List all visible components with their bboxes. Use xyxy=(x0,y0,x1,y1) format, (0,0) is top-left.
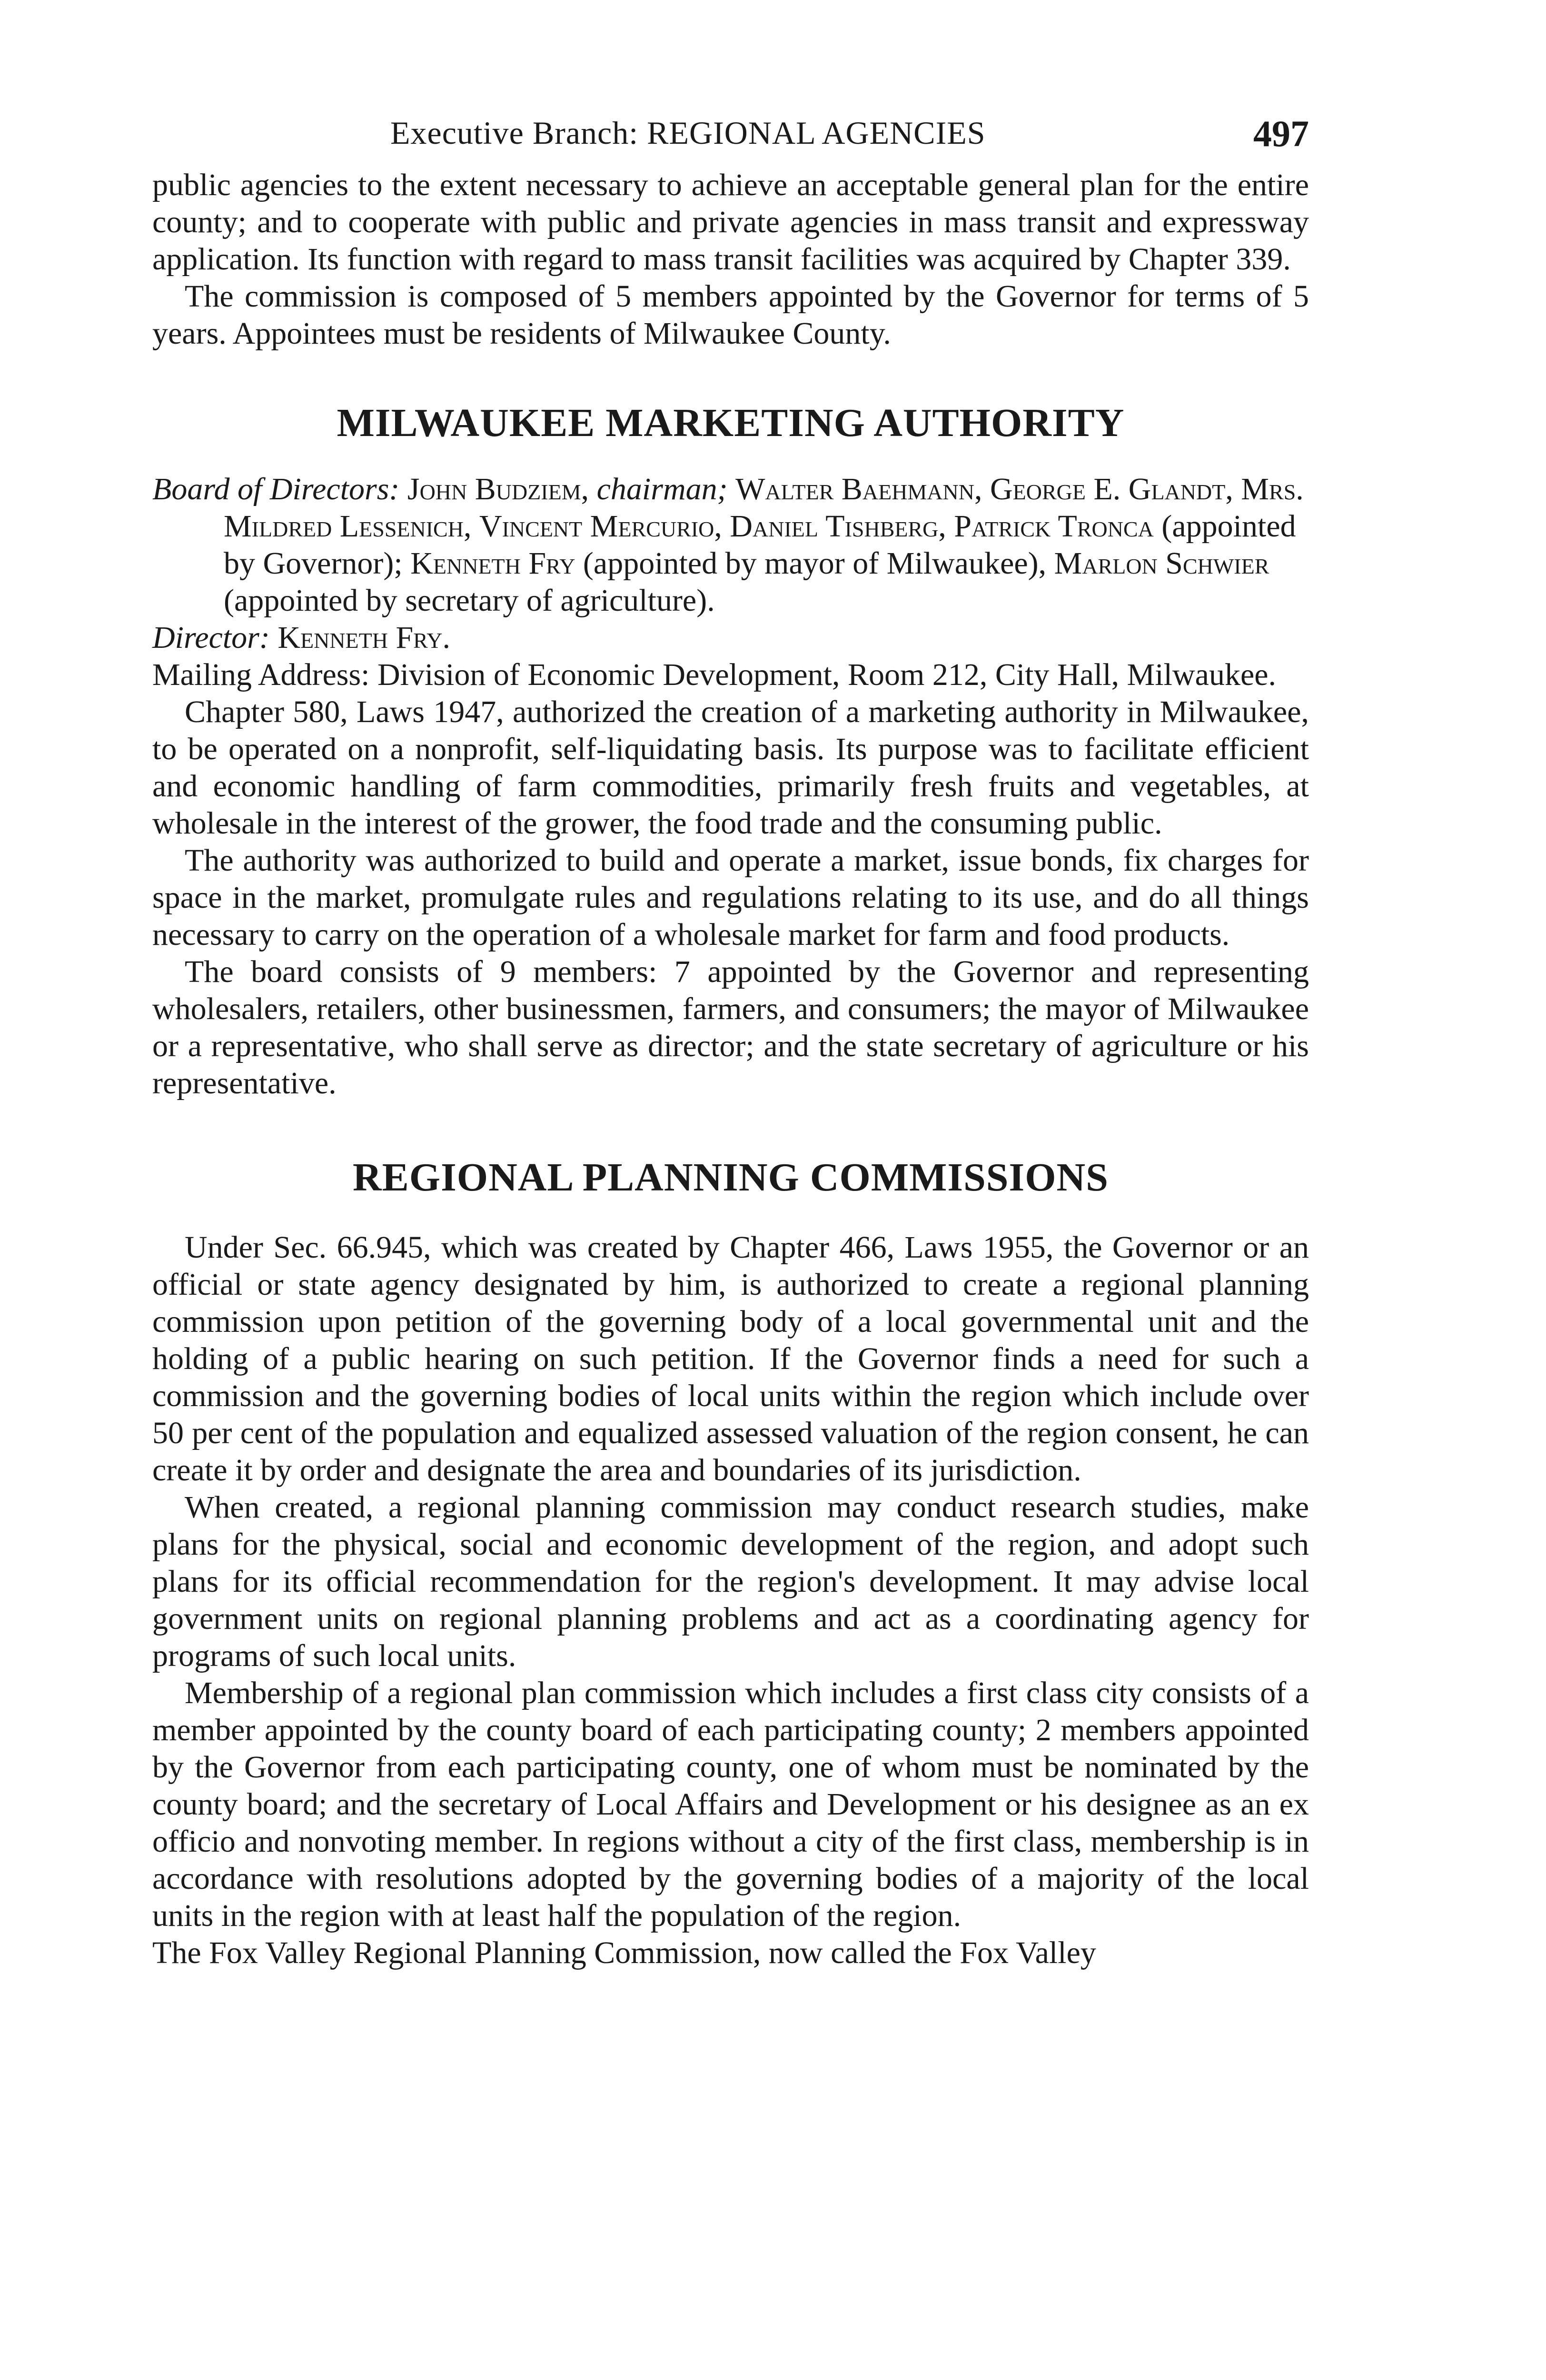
chairman-role: chairman; xyxy=(596,472,728,506)
board-label: Board of Directors: xyxy=(152,472,400,506)
board-member-name: Mrs. Mildred Lessenich xyxy=(224,472,1304,544)
body-paragraph: The Fox Valley Regional Planning Commission, now called the Fox Valley xyxy=(152,1935,1096,1970)
separator: , xyxy=(581,472,597,506)
body-paragraph: Membership of a regional plan commission which includes a first class city consists of a member appointed by the county board of each participating county; 2 members appointed by the Governor from each participating county, one of whom must be nominated by the county board; and the secretary of Local Affairs and Development or his designee as an ex officio and nonvoting member. In regions without a city of the first class, membership is in accordance with resolutions adopted by the governing bodies of a majority of the local units in the region with at least half the population of the region. xyxy=(152,1676,1309,1933)
body-paragraph: When created, a regional planning commission may conduct research studies, make plans for the physical, social and economic development of the region, and adopt such plans for its official recommendation for the region's development. It may advise local government units on regional planning problems and act as a coordinating agency for programs of such local units. xyxy=(152,1490,1309,1673)
body-paragraph: Under Sec. 66.945, which was created by Chapter 466, Laws 1955, the Governor or an official or state agency designated by him, is authorized to create a regional planning commission upon petition of the governing body of a local governmental unit and the holding of a public hearing on such petition. If the Governor finds a need for such a commission and the governing bodies of local units within the region which include over 50 per cent of the population and equalized assessed valuation of the region consent, he can create it by order and designate the area and boundaries of its jurisdiction. xyxy=(152,1230,1309,1488)
appointment-note: (appointed by secretary of agriculture). xyxy=(224,583,715,618)
director-label: Director: xyxy=(152,620,270,655)
body-paragraph: The board consists of 9 members: 7 appointed by the Governor and representing wholesalers, retailers, other businessmen, farmers, and consumers; the mayor of Milwaukee or a representative, who shall serve as director; and the state secretary of agriculture or his representative. xyxy=(152,954,1309,1101)
appointment-note: (appointed by Governor); xyxy=(224,509,1296,581)
running-head xyxy=(152,114,1309,167)
mailing-address: Mailing Address: Division of Economic Development, Room 212, City Hall, Milwaukee. xyxy=(152,657,1277,692)
section-heading-regional-planning-commissions: REGIONAL PLANNING COMMISSIONS xyxy=(353,1155,1109,1200)
board-member-name: Marlon Schwier xyxy=(1054,546,1269,581)
board-of-directors: Board of Directors: John Budziem, chairman; Walter Baehmann, George E. Glandt, Mrs. Mildred Lessenich, Vincent Mercurio, Daniel Tishberg, Patrick Tronca (appointed by Governor); Kenneth Fry (appointed by mayor of Milwaukee), Marlon Schwier (appointed by secretary of agriculture). xyxy=(152,472,1304,618)
board-member-name: Patrick Tronca xyxy=(954,509,1154,544)
board-member-name: Walter Baehmann xyxy=(735,472,974,506)
intro-paragraph: public agencies to the extent necessary to achieve an acceptable general plan for the entire county; and to cooperate with public and private agencies in mass transit and expressway application. Its function with regard to mass transit facilities was acquired by Chapter 339. xyxy=(152,168,1309,277)
page-number: 497 xyxy=(1253,113,1309,154)
board-member-name: John Budziem xyxy=(407,472,581,506)
board-member-name: Daniel Tishberg xyxy=(730,509,939,544)
board-member-name: George E. Glandt xyxy=(990,472,1226,506)
body-paragraph: Chapter 580, Laws 1947, authorized the creation of a marketing authority in Milwaukee, to be operated on a nonprofit, self-liquidating basis. Its purpose was to facilitate efficient and economic handling of farm commodities, primarily fresh fruits and vegetables, at wholesale in the interest of the grower, the food trade and the consuming public. xyxy=(152,694,1309,841)
section-heading-milwaukee-marketing-authority: MILWAUKEE MARKETING AUTHORITY xyxy=(337,401,1125,445)
director-name: Kenneth Fry. xyxy=(277,620,451,655)
appointment-note: (appointed by mayor of Milwaukee), xyxy=(575,546,1054,581)
page xyxy=(152,114,1309,1972)
intro-paragraph: The commission is composed of 5 members appointed by the Governor for terms of 5 years. Appointees must be residents of Milwaukee County. xyxy=(152,279,1309,351)
board-member-name: Kenneth Fry xyxy=(410,546,575,581)
body-paragraph: The authority was authorized to build and operate a market, issue bonds, fix charges for space in the market, promulgate rules and regulations relating to its use, and do all things necessary to carry on the operation of a wholesale market for farm and food products. xyxy=(152,843,1309,952)
running-title: Executive Branch: REGIONAL AGENCIES xyxy=(390,115,986,151)
director-line xyxy=(152,619,1309,656)
board-member-name: Vincent Mercurio xyxy=(479,509,714,544)
